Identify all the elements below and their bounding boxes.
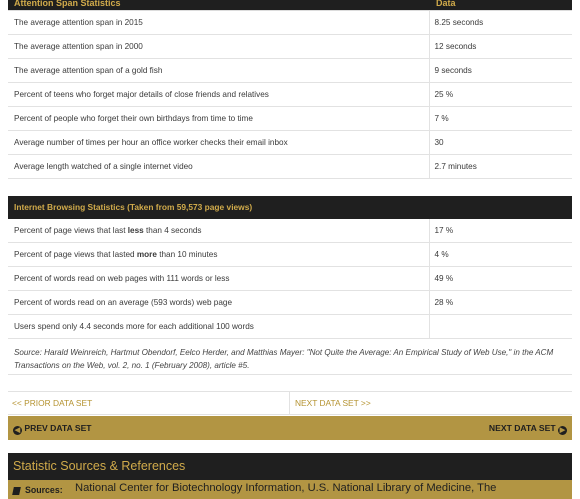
table-row <box>8 83 572 107</box>
row-label-text: than 10 minutes <box>156 250 218 259</box>
row-value: 7 % <box>429 107 572 131</box>
next-data-set-link[interactable]: NEXT DATA SET >> <box>295 398 371 408</box>
table-row <box>8 219 572 243</box>
row-value <box>429 315 572 339</box>
row-value: 9 seconds <box>429 59 572 83</box>
row-label <box>8 219 429 243</box>
row-label: Users spend only 4.4 seconds more for each additional 100 words <box>8 315 429 339</box>
table-row <box>8 35 572 59</box>
nav-divider <box>289 392 290 414</box>
row-label: The average attention span of a gold fish <box>8 59 429 83</box>
row-label: Percent of teens who forget major details of close friends and relatives <box>8 83 429 107</box>
row-label: Average length watched of a single internet video <box>8 155 429 179</box>
table-row <box>8 131 572 155</box>
prev-data-set-button[interactable] <box>13 423 92 435</box>
browsing-table-title: Internet Browsing Statistics (Taken from 59,573 page views) <box>8 196 572 219</box>
row-label-emphasis: less <box>127 226 144 235</box>
row-label: The average attention span in 2000 <box>8 35 429 59</box>
table-row <box>8 59 572 83</box>
attention-table-header <box>8 0 572 11</box>
row-value: 8.25 seconds <box>429 11 572 35</box>
next-data-set-button[interactable] <box>489 423 567 435</box>
row-label-text: than 4 seconds <box>143 226 202 235</box>
circle-arrow-right-icon: ▶ <box>559 427 566 434</box>
attention-table <box>8 11 572 179</box>
sources-label: Sources: <box>25 485 63 495</box>
table-row <box>8 267 572 291</box>
table-row <box>8 315 572 339</box>
row-label <box>8 243 429 267</box>
row-value: 28 % <box>429 291 572 315</box>
section-spacer <box>8 179 572 196</box>
row-value: 4 % <box>429 243 572 267</box>
row-label: Percent of words read on web pages with 111 words or less <box>8 267 429 291</box>
attention-table-data-header: Data <box>436 0 456 8</box>
row-value: 12 seconds <box>429 35 572 59</box>
table-row <box>8 155 572 179</box>
row-label-text: Percent of page views that last <box>14 226 128 235</box>
data-set-text-nav <box>8 391 572 415</box>
attention-table-title: Attention Span Statistics <box>14 0 121 8</box>
row-value: 2.7 minutes <box>429 155 572 179</box>
row-value: 17 % <box>429 219 572 243</box>
row-label: Percent of people who forget their own birthdays from time to time <box>8 107 429 131</box>
circle-arrow-left-icon: ◀ <box>14 427 21 434</box>
row-label: Average number of times per hour an office worker checks their email inbox <box>8 131 429 155</box>
data-set-button-bar <box>8 416 572 440</box>
source-citation: Source: Harald Weinreich, Hartmut Obendorf, Eelco Herder, and Matthias Mayer: "Not Quite the Average: An Empirical Study of Web Use," in the ACM Transactions on the Web, vol. 2, no. 1 (February 2008), article #5. <box>8 339 572 375</box>
prior-data-set-link[interactable]: << PRIOR DATA SET <box>12 398 93 408</box>
browsing-table <box>8 219 572 339</box>
sources-bar <box>8 480 572 499</box>
row-label: The average attention span in 2015 <box>8 11 429 35</box>
table-row <box>8 107 572 131</box>
row-label-emphasis: more <box>136 250 157 259</box>
prev-data-set-label: PREV DATA SET <box>24 423 92 433</box>
row-value: 30 <box>429 131 572 155</box>
row-label-text: Percent of page views that lasted <box>14 250 137 259</box>
table-row <box>8 11 572 35</box>
page-edge <box>574 0 580 499</box>
row-value: 25 % <box>429 83 572 107</box>
row-label: Percent of words read on an average (593 words) web page <box>8 291 429 315</box>
content-column <box>8 0 572 499</box>
table-row <box>8 291 572 315</box>
sources-text: National Center for Biotechnology Information, U.S. National Library of Medicine, The <box>75 482 497 494</box>
row-value: 49 % <box>429 267 572 291</box>
references-heading: Statistic Sources & References <box>8 453 572 480</box>
table-row <box>8 243 572 267</box>
next-data-set-label: NEXT DATA SET <box>488 423 556 433</box>
book-icon <box>12 487 21 495</box>
